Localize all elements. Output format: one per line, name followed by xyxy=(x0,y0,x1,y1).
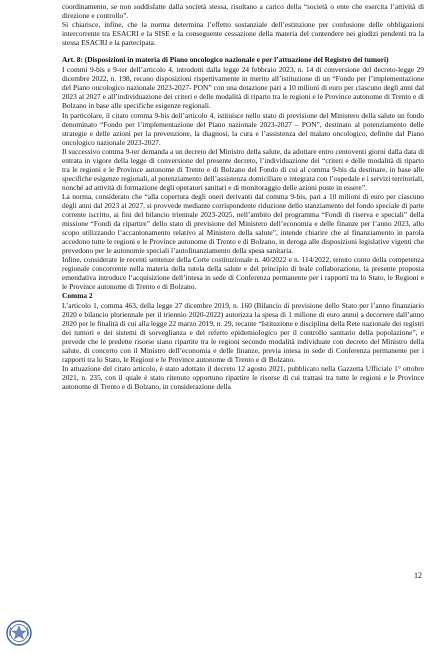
emblem-logo-icon xyxy=(6,620,32,646)
paragraph: coordinamento, se non soddisfatte dalla società stessa, risultano a carico della “società o ente che esercita l’attività di direzione e controllo”. xyxy=(62,2,424,21)
comma-heading: Comma 2 xyxy=(62,291,93,301)
paragraph: In attuazione del citato articolo, è stato adottato il decreto 12 agosto 2021, pubblicato nella Gazzetta Ufficiale 1° ottobre 2021, n. 235, con il quale è stato ritenuto opportuno ripartire le risorse di cui trattasi tra tutte le regioni e le Province autonome di Trento e di Bolzano, in considerazione della xyxy=(62,363,424,391)
paragraph: Il successivo comma 9-ter demanda a un decreto del Ministro della salute, da adottare entro centoventi giorni dalla data di entrata in vigore della legge di conversione del presente decreto, l’individuazione dei “criteri e delle modalità di riparto tra le regioni e le Province autonome di Trento e di Bolzano del Fondo di cui al comma 9-bis da destinare, in base alle specifiche esigenze regionali, al potenziamento dell’assistenza domiciliare e integrata con l’ospedale e i servizi territoriali, nonché ad attività di formazione degli operatori sanitari e di monitoraggio delle azioni poste in essere”. xyxy=(62,146,424,192)
paragraph: Infine, considerate le recenti sentenze della Corte costituzionale n. 40/2022 e n. 114/2022, tenuto conto della competenza regionale concorrente nella materia della tutela della salute e del principio di leale collaborazione, la presente proposta emendativa introduce l’acquisizione dell’intesa in sede di Conferenza permanente per i rapporti tra lo Stato, le Regioni e le Province autonome di Trento e di Bolzano. xyxy=(62,255,424,292)
paragraph: L’articolo 1, comma 463, della legge 27 dicembre 2019, n. 160 (Bilancio di previsione dello Stato per l’anno finanziario 2020 e bilancio pluriennale per il triennio 2020-2022) autorizza la spesa di 1 milione di euro annui a decorrere dall’anno 2020 per le finalità di cui alla legge 22 marzo 2019, n. 29, recante “Istituzione e disciplina della Rete nazionale dei registri dei tumori e dei sistemi di sorveglianza e del referto epidemiologico per il controllo sanitario della popolazione”, e prevede che le predette risorse siano ripartite tra le regioni secondo modalità individuate con decreto del Ministro della salute, di concerto con il Ministro dell’economia e delle finanze, previa intesa in sede di Conferenza permanente per i rapporti tra lo Stato, le Regioni e le Province autonome di Trento e di Bolzano. xyxy=(62,300,425,364)
article-heading: Art. 8: (Disposizioni in materia di Piano oncologico nazionale e per l’attuazione del Registro dei tumori) xyxy=(62,55,389,65)
paragraph: Si chiarisce, infine, che la norma determina l’effetto sostanziale dell’estinzione per confusione delle obbligazioni intercorrente tra ESACRI e la SISE e la conseguente cessazione della materia del contendere nei giudizi pendenti tra la stessa ESACRI e la partecipata. xyxy=(62,20,424,48)
paragraph: La norma, considerato che “alla copertura degli oneri derivanti dal comma 9-bis, pari a 10 milioni di euro per ciascuno degli anni dal 2023 al 2027, si provvede mediante corrispondente riduzione dello stanziamento del fondo speciale di parte corrente iscritto, ai fini del bilancio triennale 2023-2025, nell’ambito del programma “Fondi di riserva e speciali” della missione “Fondi da ripartire” dello stato di previsione del Ministero dell’economia e delle finanze per l’anno 2023, allo scopo utilizzando l’accantonamento relativo al Ministero della salute”, intende chiarire che al finanziamento in parola accedono tutte le regioni e le Province autonome di Trento e di Bolzano, in deroga alle disposizioni legislative vigenti che prevedono per le autonomie speciali l’autofinanziamento della spesa sanitaria. xyxy=(62,191,424,256)
page-number: 12 xyxy=(414,571,422,580)
paragraph: I commi 9-bis e 9-ter dell’articolo 4, introdotti dalla legge 24 febbraio 2023, n. 14 di conversione del decreto-legge 29 dicembre 2022, n. 198, recano disposizioni rispettivamente in merito all’istituzione di un “Fondo per l’implementazione del Piano oncologico nazionale 2023-2027- PON” con una dotazione pari a 10 milioni di euro per ciascuno degli anni dal 2023 al 2027 e all’individuazione dei criteri e delle modalità di riparto tra le regioni e le Province autonome di Trento e di Bolzano in base alle specifiche esigenze regionali. xyxy=(62,65,424,111)
document-body xyxy=(62,2,424,391)
paragraph: In particolare, il citato comma 9-bis dell’articolo 4, istituisce nello stato di previsione del Ministero della salute un fondo denominato “Fondo per l’implementazione del Piano nazionale 2023-2027 – PON”, destinato al potenziamento delle strategie e delle azioni per la prevenzione, la diagnosi, la cura e l’assistenza del malato oncologico, definite dal Piano oncologico nazionale 2023-2027. xyxy=(62,110,424,147)
